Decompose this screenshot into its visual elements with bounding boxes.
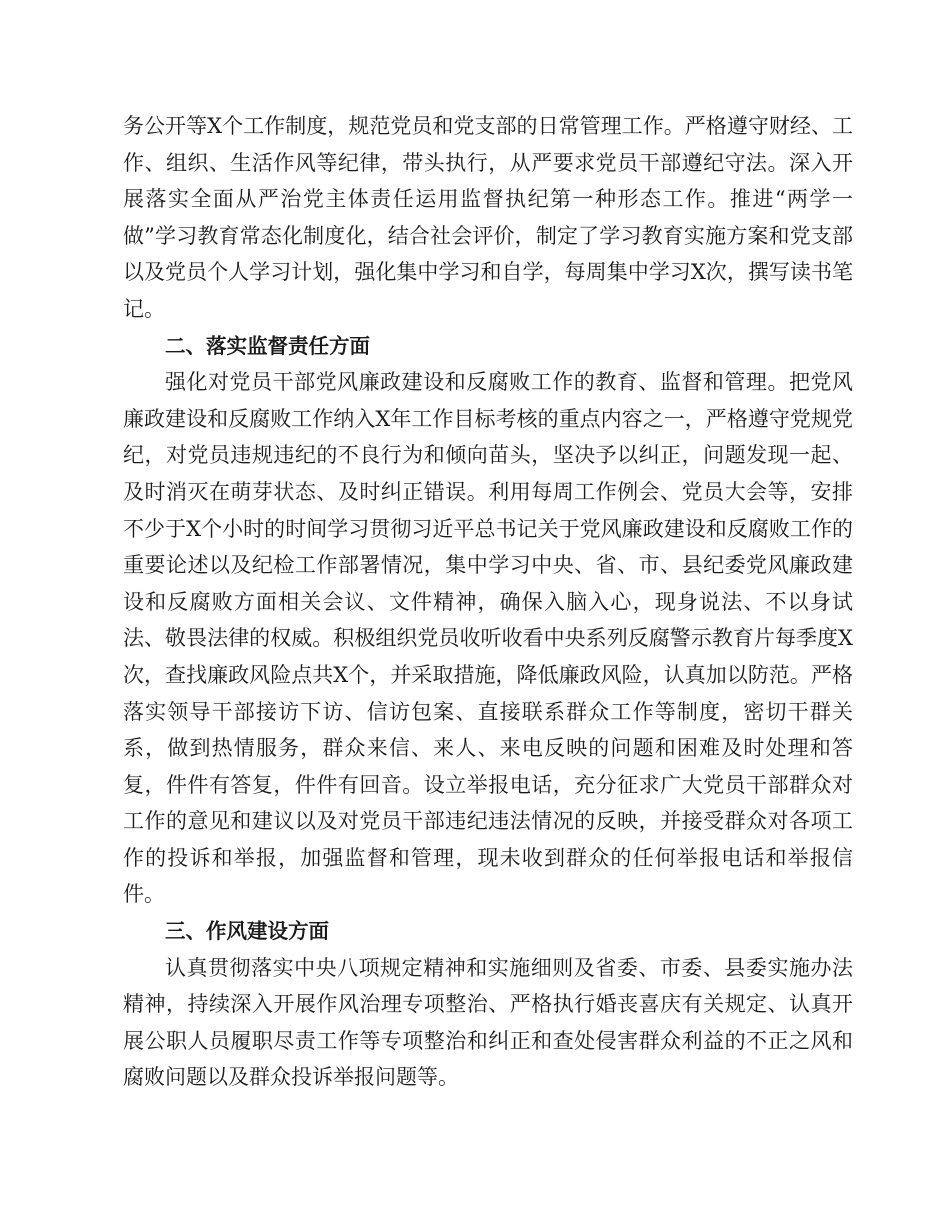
section-heading-work-style: 三、作风建设方面 <box>165 919 329 944</box>
section-heading-supervision: 二、落实监督责任方面 <box>165 333 370 358</box>
paragraph-work-style: 认真贯彻落实中央八项规定精神和实施细则及省委、市委、县委实施办法精神，持续深入开展作风治理专项整治、严格执行婚丧喜庆有关规定、认真开展公职人员履职尽责工作等专项整治和纠正和查处侵害群众利益的不正之风和腐败问题以及群众投诉举报问题等。 <box>123 955 853 1090</box>
paragraph-supervision: 强化对党员干部党风廉政建设和反腐败工作的教育、监督和管理。把党风廉政建设和反腐败工作纳入X年工作目标考核的重点内容之一，严格遵守党规党纪，对党员违规违纪的不良行为和倾向苗头，坚决予以纠正，问题发现一起、及时消灭在萌芽状态、及时纠正错误。利用每周工作例会、党员大会等，安排不少于X个小时的时间学习贯彻习近平总书记关于党风廉政建设和反腐败工作的重要论述以及纪检工作部署情况，集中学习中央、省、市、县纪委党风廉政建设和反腐败方面相关会议、文件精神，确保入脑入心，现身说法、不以身试法、敬畏法律的权威。积极组织党员收听收看中央系列反腐警示教育片每季度X次，查找廉政风险点共X个，并采取措施，降低廉政风险，认真加以防范。严格落实领导干部接访下访、信访包案、直接联系群众工作等制度，密切干群关系，做到热情服务，群众来信、来人、来电反映的问题和困难及时处理和答复，件件有答复，件件有回音。设立举报电话，充分征求广大党员干部群众对工作的意见和建议以及对党员干部违纪违法情况的反映，并接受群众对各项工作的投诉和举报，加强监督和管理，现未收到群众的任何举报电话和举报信件。 <box>123 370 853 907</box>
document-body <box>123 108 853 1096</box>
paragraph-continuation: 务公开等X个工作制度，规范党员和党支部的日常管理工作。严格遵守财经、工作、组织、生活作风等纪律，带头执行，从严要求党员干部遵纪守法。深入开展落实全面从严治党主体责任运用监督执纪第一种形态工作。推进“两学一做”学习教育常态化制度化，结合社会评价，制定了学习教育实施方案和党支部以及党员个人学习计划，强化集中学习和自学，每周集中学习X次，撰写读书笔记。 <box>123 114 853 321</box>
